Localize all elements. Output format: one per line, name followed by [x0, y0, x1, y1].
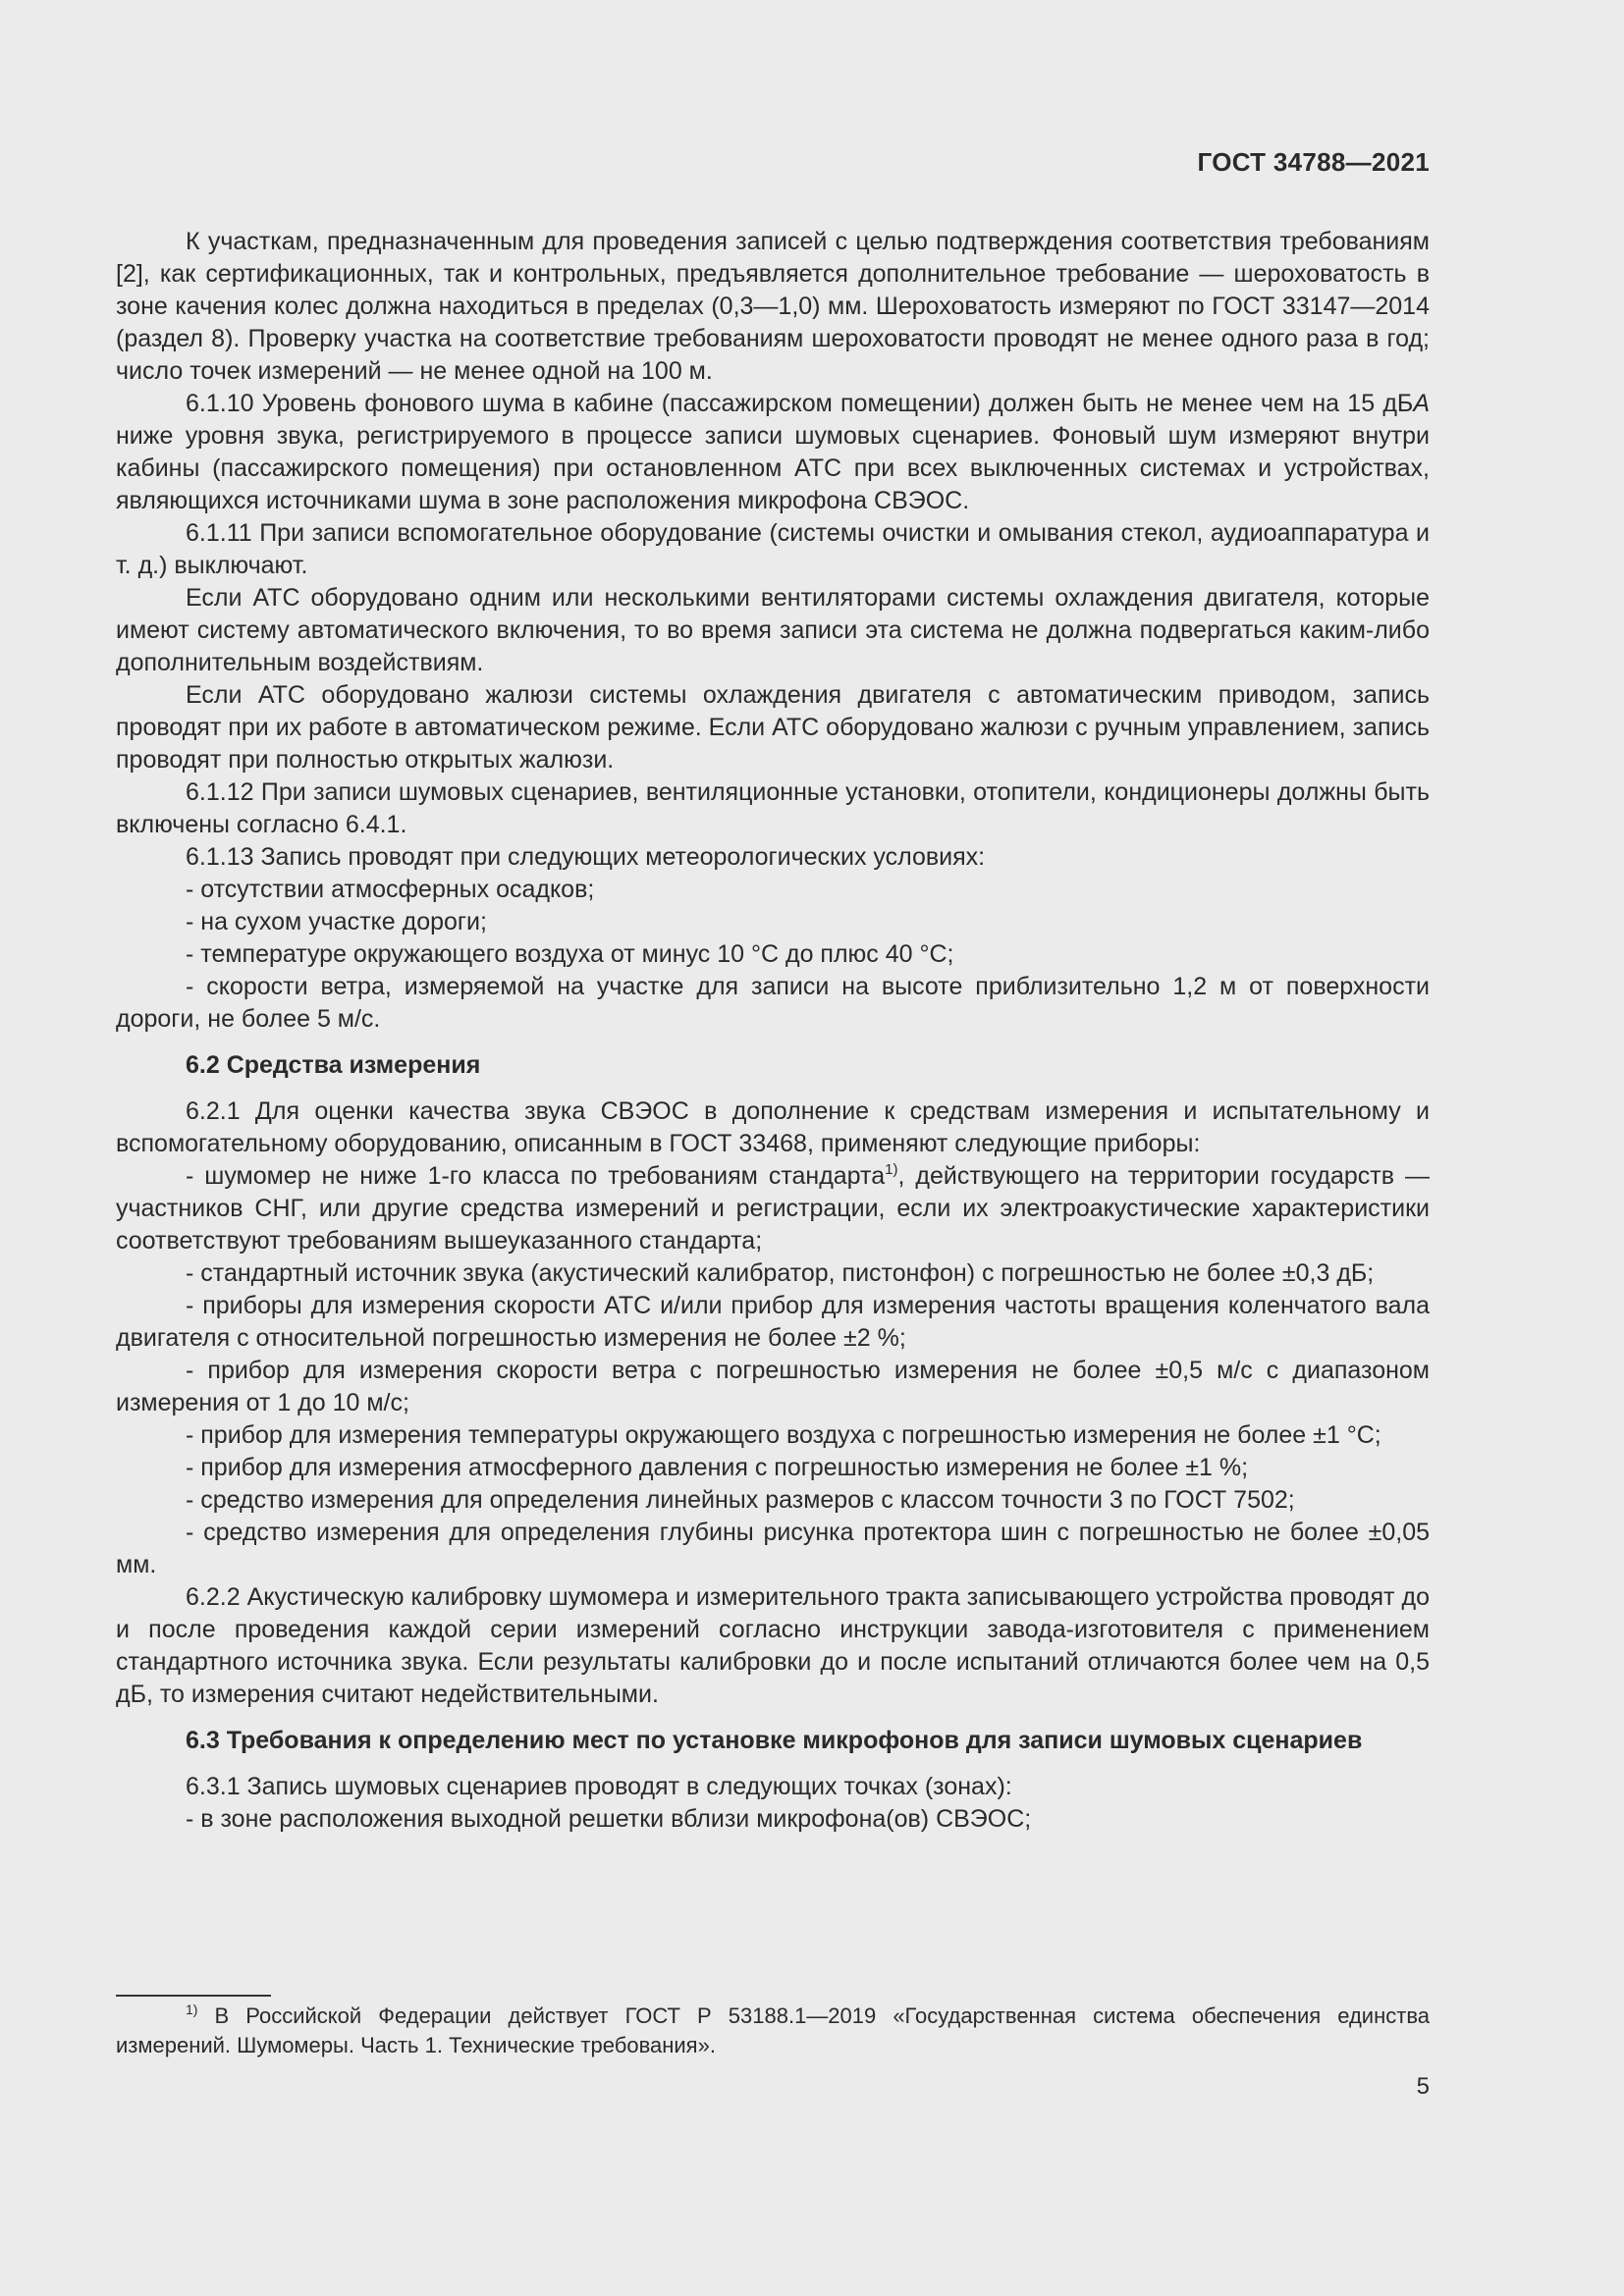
- document-body: [116, 226, 1430, 1836]
- footnote-reference[interactable]: 1): [885, 1161, 898, 1178]
- list-item: - прибор для измерения скорости ветра с погрешностью измерения не более ±0,5 м/с с диапазоном измерения от 1 до 10 м/с;: [116, 1357, 1430, 1416]
- list-item: - скорости ветра, измеряемой на участке для записи на высоте приблизительно 1,2 м от поверхности дороги, не более 5 м/с.: [116, 973, 1430, 1033]
- clause-6-1-11: 6.1.11 При записи вспомогательное оборудование (системы очистки и омывания стекол, аудиоаппаратура и т. д.) выключают.: [116, 519, 1430, 579]
- list-item: - прибор для измерения температуры окружающего воздуха с погрешностью измерения не более ±1 °С;: [186, 1421, 1381, 1449]
- list-item: - на сухом участке дороги;: [186, 908, 487, 935]
- footnote-body: В Российской Федерации действует ГОСТ Р 53188.1—2019 «Государственная система обеспечения единства измерений. Шумомеры. Часть 1. Технические требования».: [116, 2003, 1430, 2057]
- clause-6-1-10: [116, 388, 1430, 517]
- clause-6-2-2: 6.2.2 Акустическую калибровку шумомера и измерительного тракта записывающего устройства проводят до и после проведения каждой серии измерений согласно инструкции завода-изготовителя с применением стандартного источника звука. Если результаты калибровки до и после испытаний отличаются более чем на 0,5 дБ, то измерения считают недействительными.: [116, 1583, 1430, 1708]
- clause-6-3-1: 6.3.1 Запись шумовых сценариев проводят в следующих точках (зонах):: [186, 1773, 1012, 1800]
- footnote-marker: 1): [186, 2002, 198, 2017]
- list-item: - температуре окружающего воздуха от минус 10 °С до плюс 40 °С;: [186, 940, 954, 968]
- list-item: - прибор для измерения атмосферного давления с погрешностью измерения не более ±1 %;: [186, 1454, 1249, 1481]
- footnote-separator: [116, 1995, 271, 1997]
- paragraph: Если АТС оборудовано одним или несколькими вентиляторами системы охлаждения двигателя, которые имеют систему автоматического включения, то во время записи эта система не должна подвергаться каким-либо дополнительным воздействиям.: [116, 584, 1430, 676]
- list-item: - средство измерения для определения линейных размеров с классом точности 3 по ГОСТ 7502;: [186, 1486, 1295, 1514]
- clause-6-1-12: 6.1.12 При записи шумовых сценариев, вентиляционные установки, отопители, кондиционеры должны быть включены согласно 6.4.1.: [116, 778, 1430, 838]
- clause-text: 6.1.10 Уровень фонового шума в кабине (пассажирском помещении) должен быть не менее чем на 15 дБ: [186, 390, 1414, 417]
- page-number: 5: [1416, 2073, 1430, 2100]
- list-item: - стандартный источник звука (акустический калибратор, пистонфон) с погрешностью не более ±0,3 дБ;: [186, 1259, 1375, 1287]
- section-heading-6-3: 6.3 Требования к определению мест по установке микрофонов для записи шумовых сценариев: [186, 1727, 1363, 1754]
- list-item-text: - шумомер не ниже 1-го класса по требованиям стандарта: [186, 1162, 886, 1190]
- list-item: - отсутствии атмосферных осадков;: [186, 876, 595, 903]
- clause-6-1-13: 6.1.13 Запись проводят при следующих метеорологических условиях:: [186, 843, 986, 871]
- footnote: [116, 2002, 1430, 2060]
- paragraph: Если АТС оборудовано жалюзи системы охлаждения двигателя с автоматическим приводом, запись проводят при их работе в автоматическом режиме. Если АТС оборудовано жалюзи с ручным управлением, запись проводят при полностью открытых жалюзи.: [116, 681, 1430, 774]
- clause-text: ниже уровня звука, регистрируемого в процессе записи шумовых сценариев. Фоновый шум измеряют внутри кабины (пассажирского помещения) при остановленном АТС при всех выключенных системах и устройствах, являющихся источниками шума в зоне расположения микрофона СВЭОС.: [116, 422, 1430, 514]
- paragraph: К участкам, предназначенным для проведения записей с целью подтверждения соответствия требованиям [2], как сертификационных, так и контрольных, предъявляется дополнительное требование — шероховатость в зоне качения колес должна находиться в пределах (0,3—1,0) мм. Шероховатость измеряют по ГОСТ 33147—2014 (раздел 8). Проверку участка на соответствие требованиям шероховатости проводят не менее одного раза в год; число точек измерений — не менее одной на 100 м.: [116, 228, 1430, 385]
- weighting-letter: А: [1413, 390, 1430, 417]
- list-item: [116, 1160, 1430, 1257]
- section-heading-6-2: 6.2 Средства измерения: [186, 1051, 481, 1079]
- page-header-standard-code: ГОСТ 34788—2021: [1197, 147, 1430, 177]
- list-item-text: , действующего на территории государств — участников СНГ, или другие средства измерений и регистрации, если их электроакустические характеристики соответствуют требованиям вышеуказанного стандарта;: [116, 1162, 1430, 1255]
- list-item: - в зоне расположения выходной решетки вблизи микрофона(ов) СВЭОС;: [186, 1805, 1032, 1833]
- list-item: - средство измерения для определения глубины рисунка протектора шин с погрешностью не более ±0,05 мм.: [116, 1519, 1430, 1578]
- clause-6-2-1: 6.2.1 Для оценки качества звука СВЭОС в дополнение к средствам измерения и испытательному и вспомогательному оборудованию, описанным в ГОСТ 33468, применяют следующие приборы:: [116, 1097, 1430, 1157]
- footnote-text: [116, 2002, 1430, 2060]
- list-item: - приборы для измерения скорости АТС и/или прибор для измерения частоты вращения коленчатого вала двигателя с относительной погрешностью измерения не более ±2 %;: [116, 1292, 1430, 1352]
